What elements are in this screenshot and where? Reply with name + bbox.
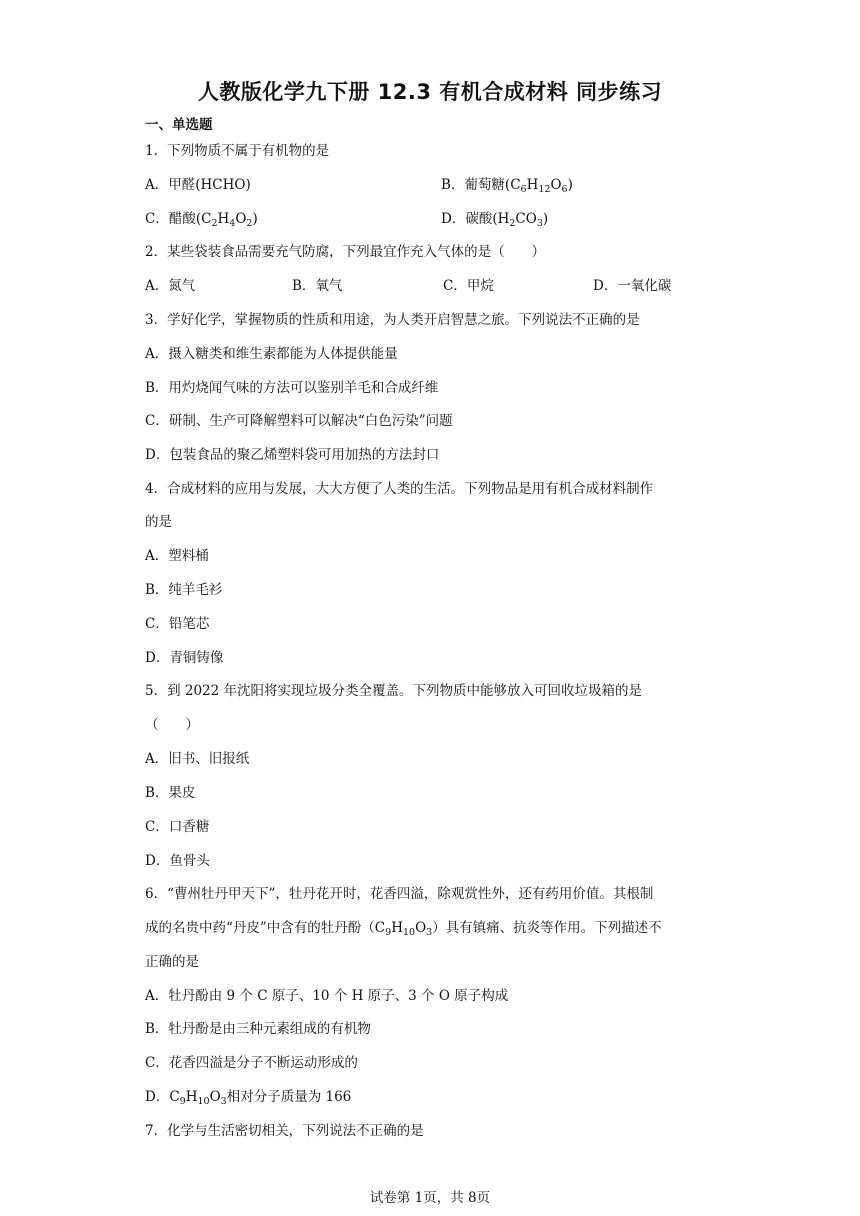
question-5-stem: 5．到 2022 年沈阳将实现垃圾分类全覆盖。下列物质中能够放入可回收垃圾箱的是 (145, 683, 643, 699)
question-1-option-c: C．醋酸$(C_2H_4O_2)$ (145, 211, 258, 229)
question-6-stem-line3: 正确的是 (145, 954, 199, 970)
question-6-option-b: B．牡丹酚是由三种元素组成的有机物 (145, 1021, 371, 1037)
question-4-option-c: C．铅笔芯 (145, 616, 210, 632)
question-2-option-c: C．甲烷 (443, 278, 494, 294)
question-3-option-a: A．摄入糖类和维生素都能为人体提供能量 (145, 346, 398, 362)
question-2-option-b: B．氧气 (292, 278, 343, 294)
question-6-stem-line2: 成的名贵中药“丹皮”中含有的牡丹酚$(C_9H_{10}O_3)$具有镇痛、抗炎等作用。下列描述不 (145, 920, 662, 938)
question-2-stem: 2．某些袋装食品需要充气防腐，下列最宜作充入气体的是（ ） (145, 244, 546, 260)
question-5-stem-continued: （ ） (145, 717, 199, 733)
question-1-option-a: A．甲醛(HCHO) (145, 177, 251, 193)
question-6-stem: 6．“曹州牡丹甲天下”，牡丹花开时，花香四溢，除观赏性外，还有药用价值。其根制 (145, 886, 654, 902)
question-3-option-b: B．用灼烧闻气味的方法可以鉴别羊毛和合成纤维 (145, 380, 439, 396)
question-2-option-a: A．氮气 (145, 278, 196, 294)
question-1-stem: 1．下列物质不属于有机物的是 (145, 143, 330, 159)
question-5-option-b: B．果皮 (145, 785, 196, 801)
question-7-stem: 7．化学与生活密切相关，下列说法不正确的是 (145, 1123, 424, 1139)
question-1-option-b: B．葡萄糖$(C_6H_{12}O_6)$ (441, 177, 573, 195)
question-3-option-c: C．研制、生产可降解塑料可以解决“白色污染”问题 (145, 413, 453, 429)
question-6-option-a: A．牡丹酚由 9 个 C 原子、10 个 H 原子、3 个 O 原子构成 (145, 988, 509, 1004)
question-6-option-d: D．$C_9H_{10}O_3$相对分子质量为 166 (145, 1089, 352, 1107)
question-1-option-d: D．碳酸$(H_2CO_3)$ (441, 211, 549, 229)
question-4-stem: 4．合成材料的应用与发展，大大方便了人类的生活。下列物品是用有机合成材料制作 (145, 481, 654, 497)
document-title: 人教版化学九下册 12.3 有机合成材料 同步练习 (197, 80, 663, 104)
question-4-stem-continued: 的是 (145, 514, 172, 530)
question-6-option-c: C．花香四溢是分子不断运动形成的 (145, 1055, 358, 1071)
question-5-option-c: C．口香糖 (145, 819, 210, 835)
question-4-option-a: A．塑料桶 (145, 548, 209, 564)
question-3-option-d: D．包装食品的聚乙烯塑料袋可用加热的方法封口 (145, 447, 440, 463)
question-4-option-d: D．青铜铸像 (145, 650, 224, 666)
question-4-option-b: B．纯羊毛衫 (145, 582, 223, 598)
question-5-option-d: D．鱼骨头 (145, 853, 210, 869)
page-footer: 试卷第 1页，共 8页 (369, 1190, 491, 1206)
question-2-option-d: D．一氧化碳 (593, 278, 672, 294)
question-3-stem: 3．学好化学，掌握物质的性质和用途，为人类开启智慧之旅。下列说法不正确的是 (145, 312, 640, 328)
section-heading: 一、单选题 (145, 117, 213, 133)
question-5-option-a: A．旧书、旧报纸 (145, 751, 250, 767)
